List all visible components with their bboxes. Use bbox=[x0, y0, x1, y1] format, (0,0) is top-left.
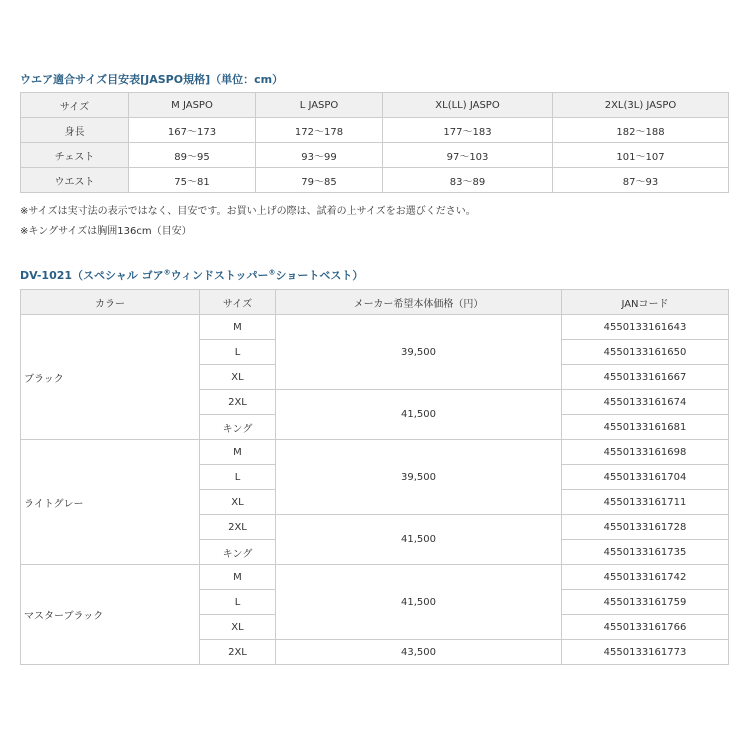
size-cell: 2XL bbox=[200, 390, 276, 415]
jan-code-cell: 4550133161643 bbox=[562, 315, 729, 340]
size-chart-table bbox=[20, 92, 729, 193]
price-cell: 41,500 bbox=[276, 390, 562, 440]
size-chart-row bbox=[21, 118, 729, 143]
size-header-cell: XL(LL) JASPO bbox=[383, 93, 553, 118]
size-header-cell: M JASPO bbox=[129, 93, 256, 118]
size-cell: L bbox=[200, 465, 276, 490]
price-cell: 41,500 bbox=[276, 515, 562, 565]
color-name-cell: ライトグレー bbox=[21, 440, 200, 565]
jan-code-cell: 4550133161650 bbox=[562, 340, 729, 365]
size-value-cell: 97〜103 bbox=[383, 143, 553, 168]
size-value-cell: 101〜107 bbox=[553, 143, 729, 168]
jan-code-cell: 4550133161681 bbox=[562, 415, 729, 440]
size-chart-row bbox=[21, 168, 729, 193]
size-cell: キング bbox=[200, 540, 276, 565]
size-chart-row bbox=[21, 143, 729, 168]
size-value-cell: 182〜188 bbox=[553, 118, 729, 143]
jan-code-cell: 4550133161674 bbox=[562, 390, 729, 415]
size-cell: キング bbox=[200, 415, 276, 440]
king-size-note: ※キングサイズは胸囲136cm（目安） bbox=[20, 226, 192, 237]
size-cell: 2XL bbox=[200, 515, 276, 540]
jan-code-cell: 4550133161667 bbox=[562, 365, 729, 390]
size-value-cell: 172〜178 bbox=[256, 118, 383, 143]
size-chart-header-row bbox=[21, 93, 729, 118]
price-cell: 39,500 bbox=[276, 440, 562, 515]
size-note: ※サイズは実寸法の表示ではなく、目安です。お買い上げの際は、試着の上サイズをお選びください。 bbox=[20, 206, 476, 217]
product-header-cell: メーカー希望本体価格（円） bbox=[276, 290, 562, 315]
product-table bbox=[20, 289, 729, 665]
size-cell: L bbox=[200, 590, 276, 615]
product-title-main: DV-1021（スペシャル ゴア bbox=[20, 269, 164, 282]
size-cell: 2XL bbox=[200, 640, 276, 665]
size-cell: L bbox=[200, 340, 276, 365]
color-name-cell: ブラック bbox=[21, 315, 200, 440]
product-header-cell: JANコード bbox=[562, 290, 729, 315]
size-cell: M bbox=[200, 315, 276, 340]
product-row bbox=[21, 315, 729, 340]
jan-code-cell: 4550133161698 bbox=[562, 440, 729, 465]
size-header-cell: サイズ bbox=[21, 93, 129, 118]
product-row bbox=[21, 565, 729, 590]
size-cell: M bbox=[200, 440, 276, 465]
jan-code-cell: 4550133161742 bbox=[562, 565, 729, 590]
size-value-cell: 177〜183 bbox=[383, 118, 553, 143]
color-name-cell: マスターブラック bbox=[21, 565, 200, 665]
size-value-cell: 167〜173 bbox=[129, 118, 256, 143]
size-value-cell: 75〜81 bbox=[129, 168, 256, 193]
jan-code-cell: 4550133161711 bbox=[562, 490, 729, 515]
size-value-cell: 79〜85 bbox=[256, 168, 383, 193]
size-row-label: チェスト bbox=[21, 143, 129, 168]
registered-mark: ® bbox=[163, 268, 171, 277]
jan-code-cell: 4550133161704 bbox=[562, 465, 729, 490]
size-row-label: 身長 bbox=[21, 118, 129, 143]
size-header-cell: 2XL(3L) JASPO bbox=[553, 93, 729, 118]
size-chart-title: ウエア適合サイズ目安表[JASPO規格]（単位：cm） bbox=[20, 73, 284, 86]
price-cell: 41,500 bbox=[276, 565, 562, 640]
price-cell: 39,500 bbox=[276, 315, 562, 390]
size-value-cell: 93〜99 bbox=[256, 143, 383, 168]
price-cell: 43,500 bbox=[276, 640, 562, 665]
size-cell: M bbox=[200, 565, 276, 590]
product-title-end: ショートベスト） bbox=[275, 269, 364, 282]
size-value-cell: 83〜89 bbox=[383, 168, 553, 193]
product-title bbox=[20, 267, 363, 283]
jan-code-cell: 4550133161735 bbox=[562, 540, 729, 565]
size-value-cell: 89〜95 bbox=[129, 143, 256, 168]
registered-mark: ® bbox=[268, 268, 276, 277]
product-header-cell: カラー bbox=[21, 290, 200, 315]
size-value-cell: 87〜93 bbox=[553, 168, 729, 193]
product-row bbox=[21, 440, 729, 465]
jan-code-cell: 4550133161759 bbox=[562, 590, 729, 615]
jan-code-cell: 4550133161773 bbox=[562, 640, 729, 665]
jan-code-cell: 4550133161728 bbox=[562, 515, 729, 540]
product-title-mid: ウィンドストッパー bbox=[170, 269, 269, 282]
size-cell: XL bbox=[200, 365, 276, 390]
size-header-cell: L JASPO bbox=[256, 93, 383, 118]
jan-code-cell: 4550133161766 bbox=[562, 615, 729, 640]
size-cell: XL bbox=[200, 615, 276, 640]
size-cell: XL bbox=[200, 490, 276, 515]
size-row-label: ウエスト bbox=[21, 168, 129, 193]
product-header-row bbox=[21, 290, 729, 315]
product-header-cell: サイズ bbox=[200, 290, 276, 315]
